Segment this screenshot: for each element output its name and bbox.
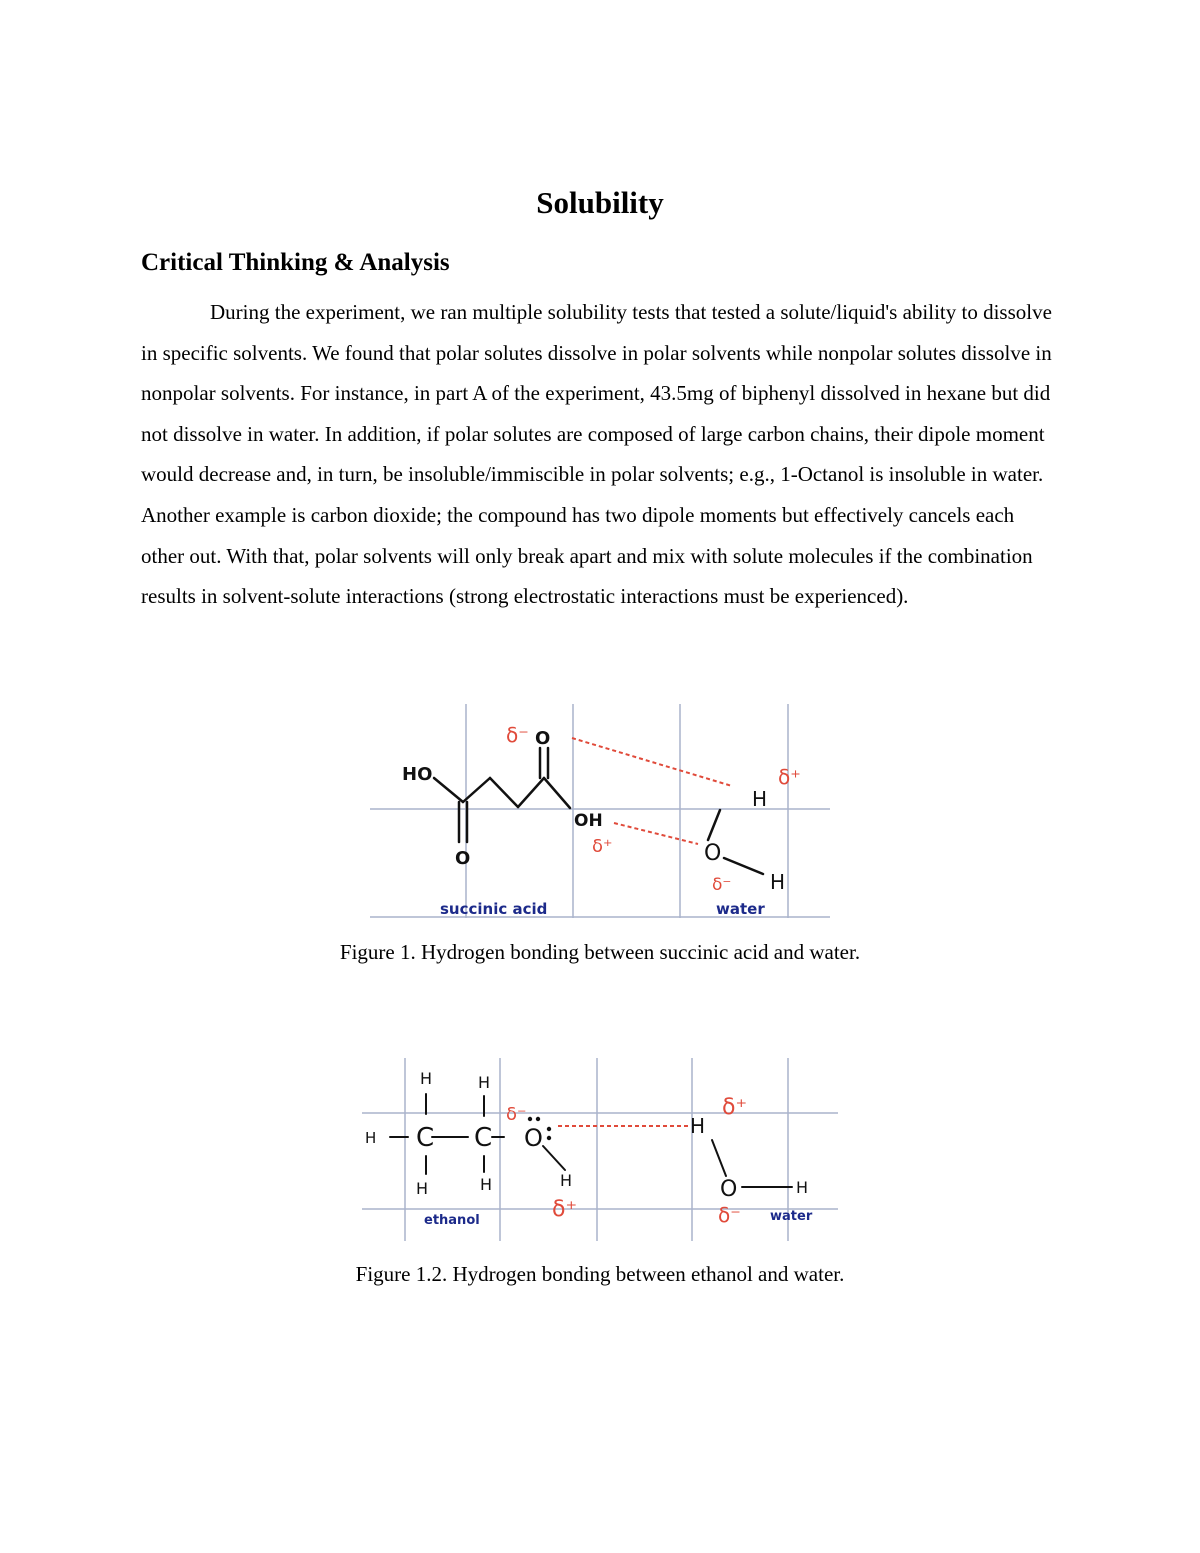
label-water-h-bottom: H xyxy=(770,870,786,894)
figure-2-caption: Figure 1.2. Hydrogen bonding between ethanol and water. xyxy=(355,1262,845,1286)
hydrogen-bond xyxy=(572,738,732,786)
lone-pair-dot xyxy=(547,1127,551,1131)
delta-minus-top: δ⁻ xyxy=(506,723,529,747)
delta-plus-ethanol: δ⁺ xyxy=(552,1197,578,1222)
label-water-h-top: H xyxy=(752,787,768,811)
label-o-top: O xyxy=(535,728,551,749)
delta-plus-water: δ⁺ xyxy=(722,1095,748,1120)
hydrogen-bond xyxy=(614,823,698,844)
document-title: Solubility xyxy=(536,185,664,220)
label-h-c2-top: H xyxy=(478,1073,491,1092)
label-water-h-right: H xyxy=(796,1178,809,1197)
figure-1-caption: Figure 1. Hydrogen bonding between succinic acid and water. xyxy=(339,940,861,964)
bond xyxy=(708,810,720,840)
paragraph-text: During the experiment, we ran multiple solubility tests that tested a solute/liquid's ability to dissolve in specific solvents. We found that polar solutes dissolve in polar solvents while nonpolar solutes dissolve in nonpolar solvents. For instance, in part A of the experiment, 43.5mg of biphenyl dissolved in hexane but did not dissolve in water. In addition, if polar solutes are composed of large carbon chains, their dipole moment would decrease and, in turn, be insoluble/immiscible in polar solvents; e.g., 1-Octanol is insoluble in water. Another example is carbon dioxide; the compound has two dipole moments but effectively cancels each other out. With that, polar solvents will only break apart and mix with solute molecules if the combination results in solvent-solute interactions (strong electrostatic interactions must be experienced). xyxy=(141,300,1052,609)
label-water: water xyxy=(770,1209,813,1224)
lone-pair-dot xyxy=(547,1136,551,1140)
label-h-ethanol: H xyxy=(560,1171,573,1190)
label-water-o: O xyxy=(704,841,722,866)
label-o-ethanol: O xyxy=(524,1124,543,1152)
bond xyxy=(434,778,463,802)
label-water-h-top: H xyxy=(690,1114,706,1138)
figure-succinic-acid-water xyxy=(368,704,832,920)
delta-minus-water: δ⁻ xyxy=(718,1203,741,1227)
bond xyxy=(712,1140,726,1176)
label-c1: C xyxy=(416,1123,435,1153)
delta-minus-water: δ⁻ xyxy=(712,875,732,895)
label-h-c2-bottom: H xyxy=(480,1175,493,1194)
bond xyxy=(724,858,763,874)
label-h-left: H xyxy=(365,1129,377,1147)
label-oh: OH xyxy=(574,811,603,831)
label-water: water xyxy=(716,900,765,918)
label-o-bottom: O xyxy=(455,848,471,869)
label-h-c1-bottom: H xyxy=(416,1179,429,1198)
bond xyxy=(544,778,570,808)
bond xyxy=(518,778,544,807)
delta-plus-h: δ⁺ xyxy=(778,765,801,789)
succinic-acid-bonds xyxy=(434,748,570,842)
figure-1-diagram xyxy=(368,704,832,920)
figure-2-diagram xyxy=(360,1058,840,1243)
label-ethanol: ethanol xyxy=(424,1213,480,1228)
lone-pair-dot xyxy=(528,1117,532,1121)
label-c2: C xyxy=(474,1123,493,1153)
label-water-o: O xyxy=(720,1177,738,1202)
figure-ethanol-water xyxy=(360,1058,840,1243)
delta-minus-ethanol: δ⁻ xyxy=(506,1104,527,1125)
bond xyxy=(543,1146,565,1170)
label-h-c1-top: H xyxy=(420,1069,433,1088)
section-heading: Critical Thinking & Analysis xyxy=(141,249,450,276)
label-succinic-acid: succinic acid xyxy=(440,900,548,918)
delta-plus-oh: δ⁺ xyxy=(592,836,613,857)
lone-pair-dot xyxy=(536,1117,540,1121)
bond xyxy=(490,778,518,807)
label-ho: HO xyxy=(402,764,433,785)
bond xyxy=(463,778,490,802)
body-paragraph xyxy=(141,292,1061,617)
